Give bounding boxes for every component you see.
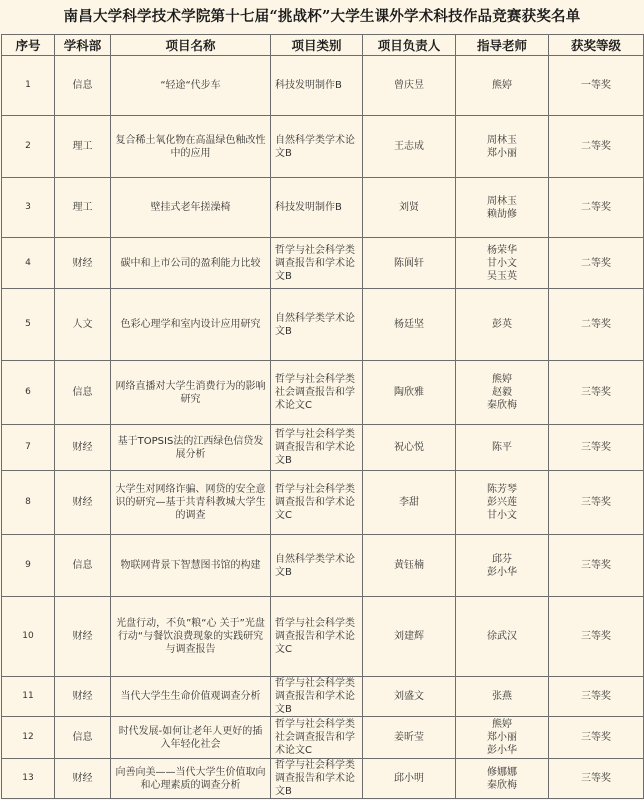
teacher-name: 徐武汉 — [487, 631, 517, 642]
cell-award: 三等奖 — [549, 361, 644, 425]
cell-no: 7 — [2, 425, 55, 471]
cell-category: 哲学与社会科学类调查报告和学术论文C — [271, 597, 363, 677]
cell-teachers — [456, 759, 549, 799]
teacher-name: 熊婷 — [492, 719, 512, 730]
table-row — [2, 361, 644, 425]
cell-teachers — [456, 238, 549, 289]
teacher-name: 修娜娜 — [487, 766, 517, 778]
cell-category: 哲学与社会科学类调查报告和学术论文B — [271, 677, 363, 717]
teacher-name: 周林玉 — [487, 195, 517, 207]
cell-teachers — [456, 597, 549, 677]
table-row — [2, 759, 644, 799]
table-row — [2, 597, 644, 677]
cell-leader: 王志成 — [363, 116, 456, 178]
header-no: 序号 — [2, 35, 55, 56]
header-dept: 学科部 — [55, 35, 111, 56]
header-project-name: 项目名称 — [111, 35, 271, 56]
cell-leader: 祝心悦 — [363, 425, 456, 471]
table-row — [2, 471, 644, 535]
table-body — [2, 56, 644, 799]
cell-award: 二等奖 — [549, 289, 644, 361]
cell-teachers — [456, 361, 549, 425]
cell-dept: 信息 — [55, 361, 111, 425]
cell-dept: 财经 — [55, 677, 111, 717]
cell-leader: 陶欣雅 — [363, 361, 456, 425]
teacher-name: 彭兴莲 — [487, 497, 517, 508]
cell-dept: 信息 — [55, 56, 111, 116]
cell-category: 哲学与社会科学类调查报告和学术论文B — [271, 238, 363, 289]
cell-project-name: 时代发展-如何让老年人更好的插入年轻化社会 — [111, 717, 271, 759]
cell-no: 2 — [2, 116, 55, 178]
cell-dept: 理工 — [55, 116, 111, 178]
cell-award: 三等奖 — [549, 759, 644, 799]
cell-award: 三等奖 — [549, 717, 644, 759]
cell-award: 二等奖 — [549, 116, 644, 178]
cell-leader: 刘建辉 — [363, 597, 456, 677]
teacher-name: 邱芬 — [492, 553, 512, 565]
cell-project-name: 复合稀土氧化物在高温绿色釉改性中的应用 — [111, 116, 271, 178]
cell-dept: 财经 — [55, 425, 111, 471]
table-row — [2, 425, 644, 471]
cell-teachers — [456, 717, 549, 759]
cell-leader: 李甜 — [363, 471, 456, 535]
cell-category: 哲学与社会科学类调查报告和学术论文B — [271, 759, 363, 799]
teacher-name: 彭小华 — [487, 745, 517, 756]
table-row — [2, 535, 644, 597]
teacher-name: 甘小文 — [487, 510, 517, 521]
cell-leader: 刘贤 — [363, 178, 456, 238]
teacher-name: 彭英 — [492, 319, 512, 330]
cell-category: 科技发明制作B — [271, 178, 363, 238]
cell-project-name: 壁挂式老年搓澡椅 — [111, 178, 271, 238]
header-teachers: 指导老师 — [456, 35, 549, 56]
cell-award: 二等奖 — [549, 238, 644, 289]
cell-teachers — [456, 116, 549, 178]
cell-category: 科技发明制作B — [271, 56, 363, 116]
cell-project-name: 基于TOPSIS法的江西绿色信贷发展分析 — [111, 425, 271, 471]
table-row — [2, 717, 644, 759]
header-leader: 项目负责人 — [363, 35, 456, 56]
table-row — [2, 116, 644, 178]
cell-teachers — [456, 56, 549, 116]
cell-no: 10 — [2, 597, 55, 677]
cell-project-name: 大学生对网络诈骗、网贷的安全意识的研究—基于共青科教城大学生的调查 — [111, 471, 271, 535]
cell-teachers — [456, 425, 549, 471]
cell-dept: 财经 — [55, 759, 111, 799]
cell-teachers — [456, 677, 549, 717]
cell-project-name: 物联网背景下智慧图书馆的构建 — [111, 535, 271, 597]
cell-no: 9 — [2, 535, 55, 597]
teacher-name: 陈平 — [492, 442, 512, 453]
cell-award: 一等奖 — [549, 56, 644, 116]
cell-dept: 财经 — [55, 597, 111, 677]
cell-no: 11 — [2, 677, 55, 717]
cell-leader: 陈阆轩 — [363, 238, 456, 289]
header-award: 获奖等级 — [549, 35, 644, 56]
cell-teachers — [456, 178, 549, 238]
teacher-name: 熊婷 — [492, 80, 512, 91]
cell-project-name: 向善向美——当代大学生价值取向和心理素质的调查分析 — [111, 759, 271, 799]
cell-leader: 邱小明 — [363, 759, 456, 799]
cell-project-name: “轻途“代步车 — [111, 56, 271, 116]
teacher-name: 赖劼修 — [487, 208, 517, 220]
teacher-name: 赵毅 — [492, 387, 512, 398]
teacher-name: 秦欣梅 — [487, 400, 517, 411]
cell-project-name: 色彩心理学和室内设计应用研究 — [111, 289, 271, 361]
cell-no: 1 — [2, 56, 55, 116]
cell-category: 自然科学类学术论文B — [271, 535, 363, 597]
teacher-name: 张燕 — [492, 691, 512, 702]
cell-no: 3 — [2, 178, 55, 238]
cell-dept: 财经 — [55, 238, 111, 289]
cell-teachers — [456, 471, 549, 535]
cell-no: 5 — [2, 289, 55, 361]
table-row — [2, 289, 644, 361]
table-row — [2, 677, 644, 717]
cell-dept: 信息 — [55, 717, 111, 759]
teacher-name: 周林玉 — [487, 134, 517, 146]
cell-no: 8 — [2, 471, 55, 535]
teacher-name: 彭小华 — [487, 566, 517, 578]
cell-no: 13 — [2, 759, 55, 799]
teacher-name: 熊婷 — [492, 374, 512, 385]
cell-category: 自然科学类学术论文B — [271, 289, 363, 361]
table-row — [2, 56, 644, 116]
cell-category: 自然科学类学术论文B — [271, 116, 363, 178]
cell-leader: 刘盛文 — [363, 677, 456, 717]
header-category: 项目类别 — [271, 35, 363, 56]
cell-project-name: 光盘行动，不负”粮“心 关于”光盘行动“与餐饮浪费现象的实践研究与调查报告 — [111, 597, 271, 677]
award-table — [1, 34, 644, 799]
cell-category: 哲学与社会科学类调查报告和学术论文C — [271, 471, 363, 535]
table-row — [2, 238, 644, 289]
cell-dept: 信息 — [55, 535, 111, 597]
cell-leader: 曾庆昱 — [363, 56, 456, 116]
cell-project-name: 网络直播对大学生消费行为的影响研究 — [111, 361, 271, 425]
cell-category: 哲学与社会科学类调查报告和学术论文B — [271, 425, 363, 471]
cell-award: 三等奖 — [549, 677, 644, 717]
teacher-name: 甘小文 — [487, 257, 517, 269]
cell-dept: 人文 — [55, 289, 111, 361]
cell-dept: 理工 — [55, 178, 111, 238]
cell-no: 4 — [2, 238, 55, 289]
cell-teachers — [456, 535, 549, 597]
cell-leader: 黄钰楠 — [363, 535, 456, 597]
teacher-name: 陈芳琴 — [487, 484, 517, 495]
cell-category: 哲学与社会科学类社会调查报告和学术论文C — [271, 717, 363, 759]
table-header-row — [2, 35, 644, 56]
cell-award: 二等奖 — [549, 178, 644, 238]
table-row — [2, 178, 644, 238]
cell-award: 三等奖 — [549, 425, 644, 471]
teacher-name: 郑小丽 — [487, 732, 517, 743]
cell-award: 三等奖 — [549, 535, 644, 597]
cell-no: 12 — [2, 717, 55, 759]
document-title: 南昌大学科学技术学院第十七届“挑战杯”大学生课外学术科技作品竞赛获奖名单 — [63, 8, 581, 25]
teacher-name: 秦欣梅 — [487, 779, 517, 791]
cell-leader: 杨廷坚 — [363, 289, 456, 361]
teacher-name: 吴玉英 — [487, 270, 517, 282]
cell-award: 三等奖 — [549, 597, 644, 677]
cell-no: 6 — [2, 361, 55, 425]
cell-dept: 财经 — [55, 471, 111, 535]
cell-teachers — [456, 289, 549, 361]
teacher-name: 郑小丽 — [487, 147, 517, 159]
cell-project-name: 当代大学生生命价值观调查分析 — [111, 677, 271, 717]
teacher-name: 杨荣华 — [487, 244, 517, 256]
cell-category: 哲学与社会科学类社会调查报告和学术论文C — [271, 361, 363, 425]
cell-award: 三等奖 — [549, 471, 644, 535]
cell-project-name: 碳中和上市公司的盈利能力比较 — [111, 238, 271, 289]
cell-leader: 姜昕莹 — [363, 717, 456, 759]
